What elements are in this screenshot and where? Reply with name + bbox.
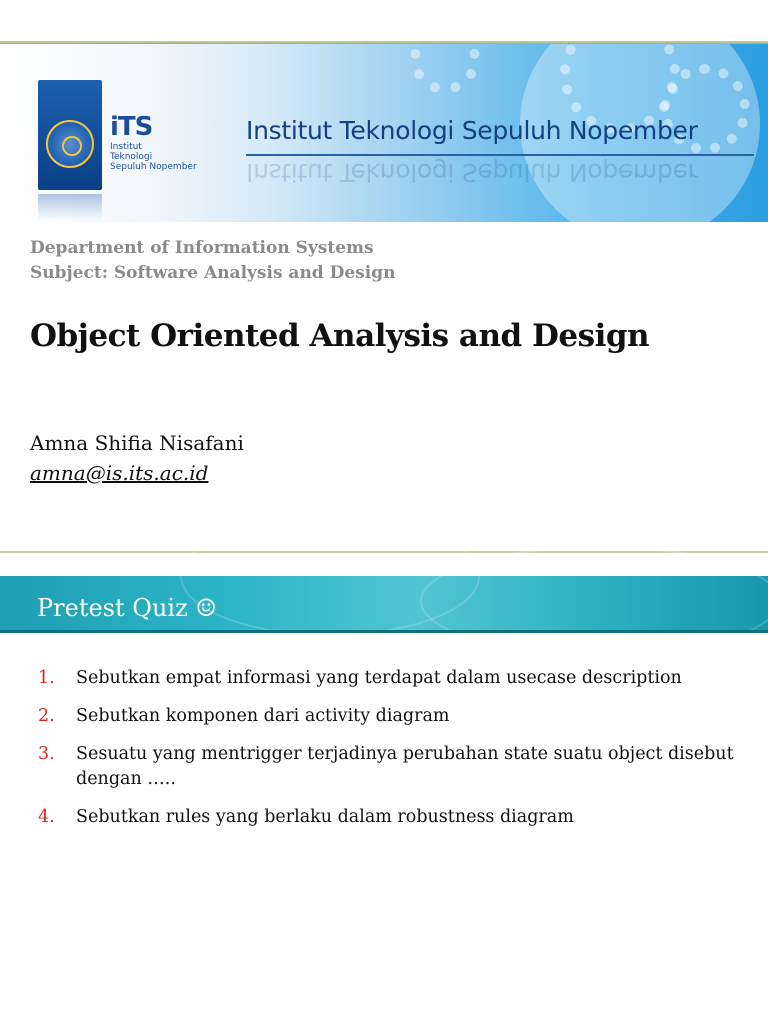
- question-text: Sebutkan rules yang berlaku dalam robustness diagram: [76, 807, 574, 827]
- list-item: [38, 704, 738, 729]
- question-text: Sesuatu yang mentrigger terjadinya perubahan state suatu object disebut dengan …..: [76, 744, 734, 789]
- slide-title: Object Oriented Analysis and Design: [30, 318, 650, 354]
- quiz-slide: [0, 576, 768, 1024]
- author-email-link[interactable]: amna@is.its.ac.id: [30, 461, 209, 485]
- its-wordmark-subtitle: Institut Teknologi Sepuluh Nopember: [110, 142, 197, 172]
- logo-reflection: [38, 194, 102, 220]
- list-item: [38, 742, 738, 792]
- its-logo: [38, 80, 102, 190]
- question-number: 2.: [38, 706, 55, 726]
- course-info: [30, 236, 395, 286]
- institution-banner: [0, 44, 768, 222]
- question-number: 4.: [38, 807, 55, 827]
- quiz-title: Pretest Quiz ☺: [37, 594, 217, 622]
- subject-label: Subject: Software Analysis and Design: [30, 263, 396, 283]
- institution-name: Institut Teknologi Sepuluh Nopember: [246, 116, 698, 145]
- institution-underline: [246, 154, 754, 156]
- list-item: [38, 666, 738, 691]
- quiz-header-bar: [0, 576, 768, 630]
- question-text: Sebutkan empat informasi yang terdapat dalam usecase description: [76, 668, 682, 688]
- gear-decoration-icon: [410, 44, 480, 94]
- author-block: [30, 428, 244, 488]
- author-name: Amna Shifia Nisafani: [30, 431, 244, 455]
- its-seal-icon: [46, 120, 94, 168]
- question-number: 3.: [38, 744, 55, 764]
- question-number: 1.: [38, 668, 55, 688]
- department-label: Department of Information Systems: [30, 238, 374, 258]
- institution-name-reflection: Institut Teknologi Sepuluh Nopember: [246, 158, 698, 187]
- quiz-header-shadow: [0, 630, 768, 633]
- its-wordmark: iTS: [110, 112, 153, 142]
- quiz-question-list: [38, 666, 738, 843]
- list-item: [38, 805, 738, 830]
- question-text: Sebutkan komponen dari activity diagram: [76, 706, 450, 726]
